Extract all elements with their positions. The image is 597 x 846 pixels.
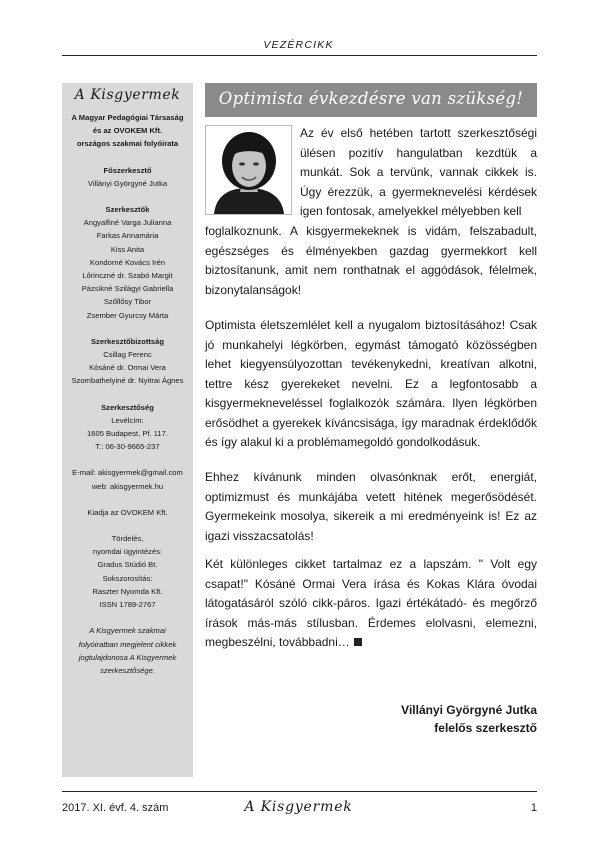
issn-line: ISSN 1789-2767 (99, 600, 156, 610)
footer-rule (62, 791, 537, 792)
board-member: Csillag Ferenc (103, 350, 152, 360)
signature-role: felelős szerkesztő (434, 721, 537, 735)
portrait-image (206, 126, 291, 214)
page-number: 1 (530, 802, 537, 814)
editor-name: Kondorné Kovács Irén (89, 257, 166, 267)
publisher-line: Kiadja az OVOKEM Kft. (87, 507, 168, 517)
office-line: Levélcím: (111, 415, 144, 425)
production-line: Tördelés, (111, 534, 144, 544)
editor-name: Angyalfiné Varga Julianna (83, 218, 172, 228)
article-title: Optimista évkezdésre van szükség! (218, 89, 524, 108)
office-heading: Szerkesztőség (101, 402, 154, 412)
article-paragraph-3: Ehhez kívánunk minden olvasónknak erőt, energiát, optimizmust és munkájába vetett hitének megerősödését. Gyermekeink mosolya, sikereik a mi eredményeink is! Ez az igazi visszacsatolás! (205, 470, 537, 543)
editor-name: Lőrinczné dr. Szabó Margit (82, 271, 173, 281)
article-title-bar (205, 83, 537, 117)
sidebar-logo: A Kisgyermek (74, 87, 181, 103)
masthead-sidebar (62, 83, 193, 777)
editors-heading: Szerkesztők (105, 205, 150, 215)
contact-email: E-mail: akisgyermek@gmail.com (72, 468, 183, 478)
signature-name: Villányi Györgyné Jutka (401, 703, 537, 717)
production-line: nyomdai ügyintézés: (92, 547, 163, 557)
article-paragraph-2: Optimista életszemlélet kell a nyugalom biztosításához! Csak jó munkahelyi légkörben, egymást támogató közösségben lehet kiegyensúlyozottan tevékenykedni, kreatívan alkotni, tettre kész gyerekeket nevelni. Ez a legfontosabb a kisgyermekneveléssel foglalkozók számára. Ilyen légkörben erősödhet a gyerekek kíváncsisága, így maradnak érdeklődők és így alakul ki a problémamegoldó gondolkodásuk. (205, 318, 537, 449)
office-address: 1605 Budapest, Pf. 117. (87, 429, 168, 439)
editor-name: Zsember Gyurcsy Márta (86, 310, 169, 320)
board-member: Szombathelyiné dr. Nyitrai Ágnes (71, 376, 184, 386)
production-line: Raszter Nyomda Kft. (92, 586, 163, 596)
editor-name: Pázsikné Szilágyi Gabriella (81, 284, 174, 294)
chief-editor-heading: Főszerkesztő (103, 165, 152, 175)
article-paragraph-4-text: Két különleges cikket tartalmaz ez a lapszám. " Volt egy csapat!" Kósáné Ormai Vera írása és Kokas Klára óvodai látogatásáról szóló cikk-páros. Igazi értékátadó- és megőrző írások más-más stílusban. Érdemes elolvasni, elemezni, megbeszélni, továbbadni… (205, 557, 537, 649)
contact-web: web: akisgyermek.hu (91, 481, 164, 491)
production-line: Gradus Stúdió Bt. (97, 560, 158, 570)
article-paragraph-4 (205, 555, 537, 653)
sidebar-intro-line: és az OVOKEM Kft. (92, 126, 163, 136)
article-paragraph-1-end: foglalkoznunk. A kisgyermekeknek is vidám, felszabadult, egészséges és élményekben gazdag gyermekkort kell biztosítanunk, amit nem ronthatnak el aggódások, félelmek, bizonytalanságok! (205, 224, 537, 297)
issue-info: 2017. XI. évf. 4. szám (62, 802, 169, 814)
copyright-line: jogtulajdonosa A Kisgyermek (78, 652, 177, 662)
board-heading: Szerkesztőbizottság (90, 336, 164, 346)
editor-name: Kiss Anita (110, 244, 145, 254)
copyright-line: A Kisgyermek szakmai (89, 626, 166, 636)
sidebar-intro-line: A Magyar Pedagógiai Társaság (71, 113, 184, 122)
production-line: Sokszorosítás: (102, 573, 153, 583)
end-mark-icon (354, 638, 362, 646)
chief-editor-name: Villányi Györgyné Jutka (87, 178, 168, 188)
author-photo (205, 125, 292, 215)
office-phone: T.: 06-30-9665-237 (95, 442, 160, 452)
copyright-line: folyóiratban megjelent cikkek (78, 639, 177, 649)
section-title: VEZÉRCIKK (263, 39, 334, 51)
editor-name: Farkas Annamária (96, 231, 159, 241)
copyright-line: szerkesztősége. (100, 665, 155, 675)
sidebar-intro-line: országos szakmai folyóirata (76, 139, 179, 149)
article-paragraph-1-start: Az év első hetében tartott szerkesztőségi ülésen pozitív hangulatban kezdtük a munkát. Sok a tervünk, vannak cikkek is. Úgy érezzük, a gyermeknevelési kérdések igen fontosak, amelyekkel mélyebben kell (300, 126, 537, 218)
board-member: Kósáné dr. Ormai Vera (89, 363, 166, 373)
footer-magazine-name: A Kisgyermek (244, 799, 353, 815)
header-rule (62, 55, 537, 56)
editor-name: Szőllősy Tibor (103, 297, 152, 307)
